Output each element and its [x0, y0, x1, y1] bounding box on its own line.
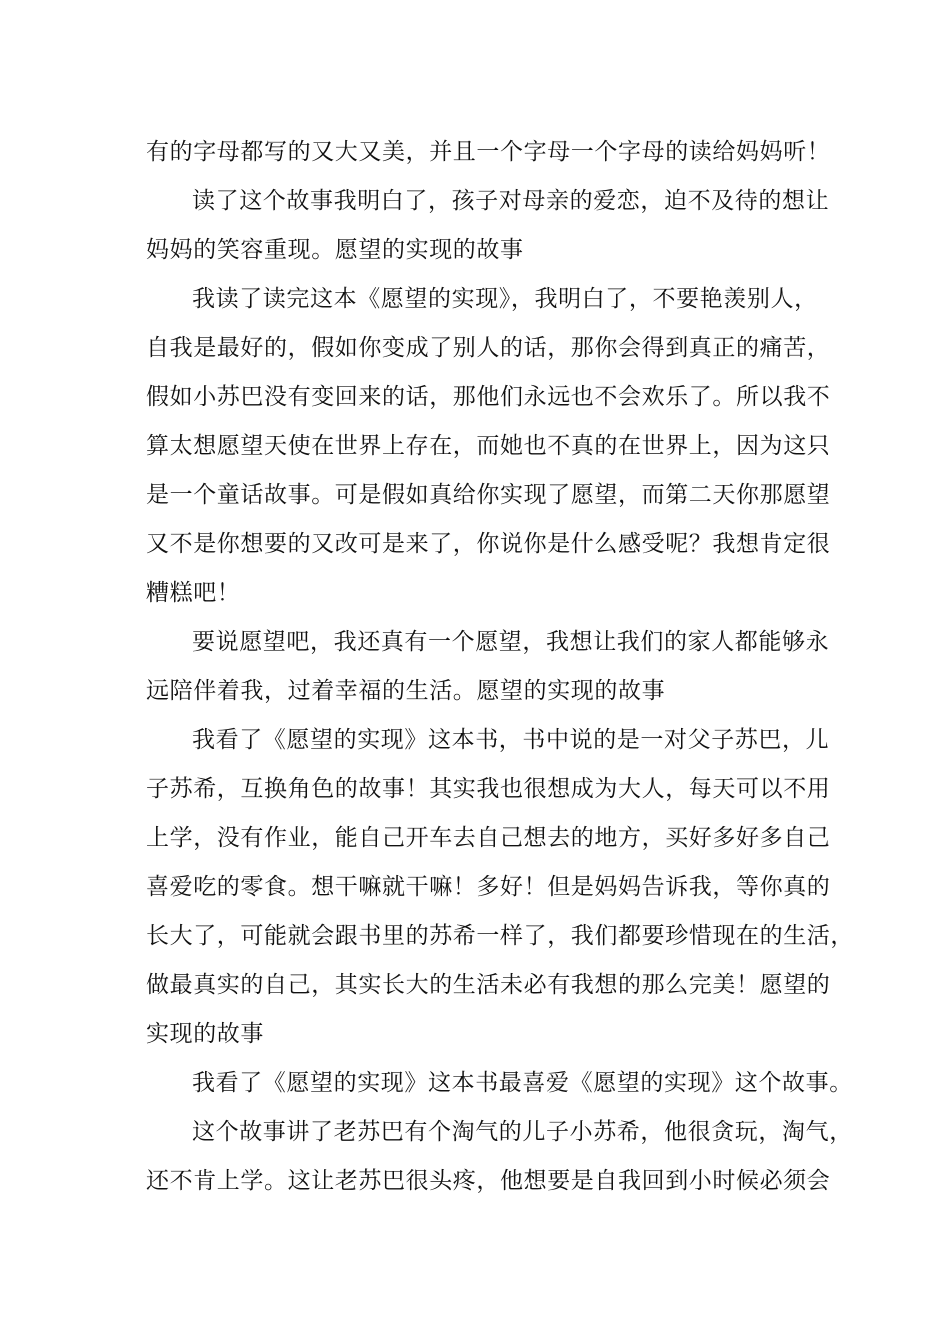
paragraph-first-line: 读了这个故事我明白了，孩子对母亲的爱恋，迫不及待的想让	[192, 188, 830, 214]
document-body	[146, 128, 854, 1206]
text-line: 妈妈的笑容重现。愿望的实现的故事	[146, 237, 524, 263]
text-line: 子苏希，互换角色的故事！其实我也很想成为大人，每天可以不用	[146, 776, 831, 802]
paragraph-first-line: 这个故事讲了老苏巴有个淘气的儿子小苏希，他很贪玩，淘气，	[192, 1119, 853, 1145]
text-line: 实现的故事	[146, 1021, 264, 1047]
text-line: 有的字母都写的又大又美，并且一个字母一个字母的读给妈妈听！	[146, 139, 831, 165]
paragraph-first-line: 我看了《愿望的实现》这本书，书中说的是一对父子苏巴，儿	[192, 727, 830, 753]
text-line: 假如小苏巴没有变回来的话，那他们永远也不会欢乐了。所以我不	[146, 384, 831, 410]
text-line: 做最真实的自己，其实长大的生活未必有我想的那么完美！愿望的	[146, 972, 831, 998]
text-line: 糟糕吧！	[146, 580, 241, 606]
paragraph-first-line: 我看了《愿望的实现》这本书最喜爱《愿望的实现》这个故事。	[192, 1070, 853, 1096]
text-line: 自我是最好的，假如你变成了别人的话，那你会得到真正的痛苦，	[146, 335, 831, 361]
paragraph-first-line: 我读了读完这本《愿望的实现》，我明白了，不要艳羡别人，	[192, 286, 818, 312]
text-line: 远陪伴着我，过着幸福的生活。愿望的实现的故事	[146, 678, 666, 704]
text-line: 是一个童话故事。可是假如真给你实现了愿望，而第二天你那愿望	[146, 482, 831, 508]
text-line: 长大了，可能就会跟书里的苏希一样了，我们都要珍惜现在的生活，	[146, 923, 854, 949]
text-line: 算太想愿望天使在世界上存在，而她也不真的在世界上，因为这只	[146, 433, 831, 459]
text-line: 上学，没有作业，能自己开车去自己想去的地方，买好多好多自己	[146, 825, 831, 851]
text-line: 又不是你想要的又改可是来了，你说你是什么感受呢？我想肯定很	[146, 531, 831, 557]
text-line: 喜爱吃的零食。想干嘛就干嘛！多好！但是妈妈告诉我，等你真的	[146, 874, 831, 900]
text-line: 还不肯上学。这让老苏巴很头疼，他想要是自我回到小时候必须会	[146, 1168, 831, 1194]
paragraph-first-line: 要说愿望吧，我还真有一个愿望，我想让我们的家人都能够永	[192, 629, 830, 655]
